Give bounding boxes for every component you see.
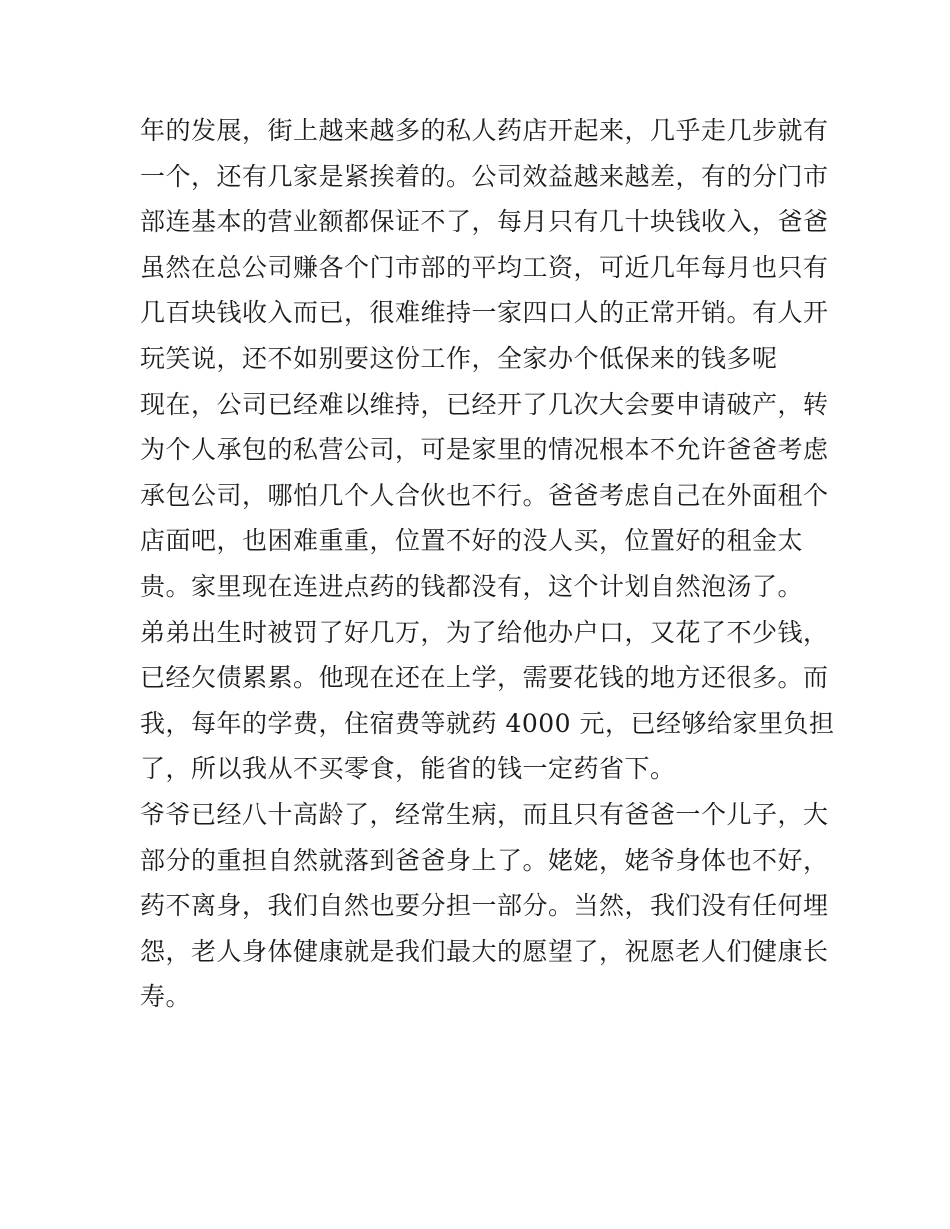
body-text: [140, 108, 835, 1020]
text-line: 玩笑说，还不如别要这份工作，全家办个低保来的钱多呢: [140, 343, 778, 373]
text-line: 药不离身，我们自然也要分担一部分。当然，我们没有任何埋: [140, 891, 829, 921]
text-line: 爷爷已经八十高龄了，经常生病，而且只有爸爸一个儿子，大: [140, 799, 829, 829]
text-line: 我，每年的学费，住宿费等就药 4000 元，已经够给家里负担: [140, 708, 835, 738]
text-line: 部连基本的营业额都保证不了，每月只有几十块钱收入，爸爸: [140, 207, 829, 237]
text-line: 店面吧，也困难重重，位置不好的没人买，位置好的租金太: [140, 526, 804, 556]
text-line: 虽然在总公司赚各个门市部的平均工资，可近几年每月也只有: [140, 252, 829, 282]
text-line: 一个，还有几家是紧挨着的。公司效益越来越差，有的分门市: [140, 161, 829, 191]
text-line: 寿。: [140, 982, 192, 1012]
text-line: 弟弟出生时被罚了好几万，为了给他办户口，又花了不少钱，: [140, 617, 829, 647]
text-line: 几百块钱收入而已，很难维持一家四口人的正常开销。有人开: [140, 298, 829, 328]
text-line: 怨，老人身体健康就是我们最大的愿望了，祝愿老人们健康长: [140, 936, 829, 966]
text-line: 承包公司，哪怕几个人合伙也不行。爸爸考虑自己在外面租个: [140, 480, 829, 510]
text-line: 现在，公司已经难以维持，已经开了几次大会要申请破产，转: [140, 389, 829, 419]
text-line: 贵。家里现在连进点药的钱都没有，这个计划自然泡汤了。: [140, 571, 804, 601]
text-line: 年的发展，街上越来越多的私人药店开起来，几乎走几步就有: [140, 116, 829, 145]
text-line: 为个人承包的私营公司，可是家里的情况根本不允许爸爸考虑: [140, 435, 829, 465]
text-line: 部分的重担自然就落到爸爸身上了。姥姥，姥爷身体也不好，: [140, 845, 829, 875]
text-line: 已经欠债累累。他现在还在上学，需要花钱的地方还很多。而: [140, 663, 829, 693]
text-line: 了，所以我从不买零食，能省的钱一定药省下。: [140, 754, 676, 784]
